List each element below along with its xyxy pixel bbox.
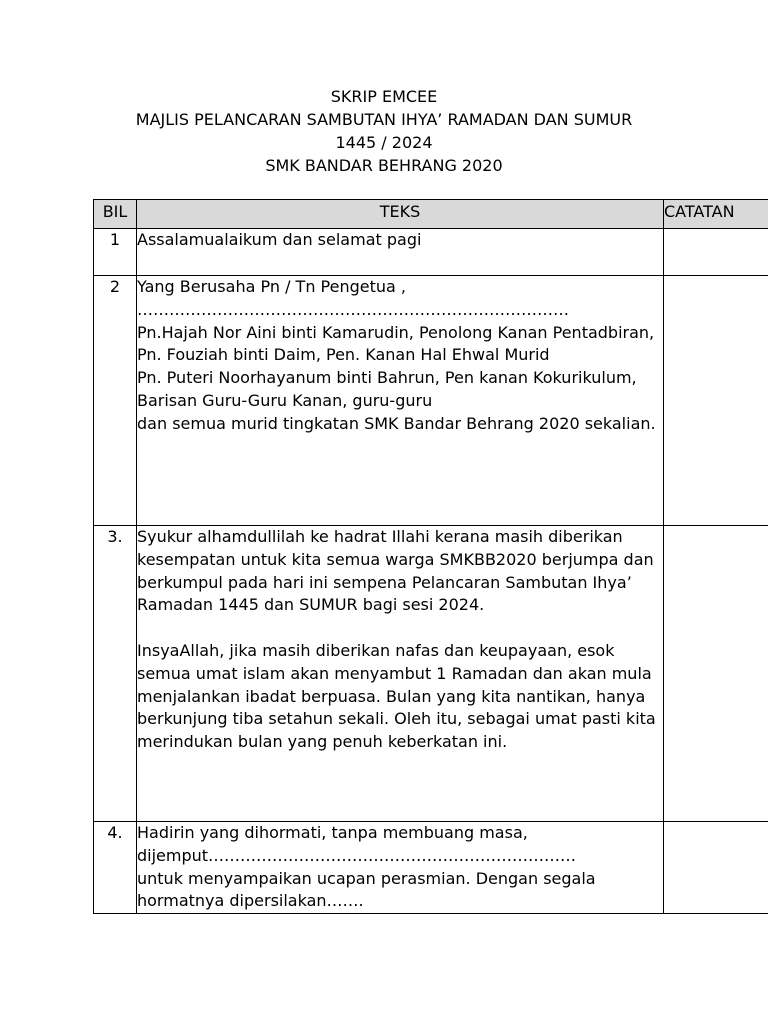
text-line: dan semua murid tingkatan SMK Bandar Behrang 2020 sekalian. (137, 413, 656, 433)
row-number: 3. (94, 526, 137, 822)
text-line: ……………………………………………………………………… (137, 299, 569, 319)
table-row (94, 229, 768, 276)
row-text (137, 276, 664, 526)
text-line: Barisan Guru-Guru Kanan, guru-guru (137, 390, 433, 410)
text-line: Assalamualaikum dan selamat pagi (137, 230, 422, 249)
text-line: Yang Berusaha Pn / Tn Pengetua , (137, 277, 406, 296)
text-paragraph: InsyaAllah, jika masih diberikan nafas dan keupayaan, esok semua umat islam akan menyambut 1 Ramadan dan akan mula menjalankan ibadat berpuasa. Bulan yang kita nantikan, hanya berkunjung tiba setahun sekali. Oleh itu, sebagai umat pasti kita merindukan bulan yang penuh keberkatan ini. (137, 640, 656, 752)
row-text (137, 526, 664, 822)
text-line: Pn. Puteri Noorhayanum binti Bahrun, Pen kanan Kokurikulum, (137, 368, 637, 388)
text-line: dijemput…………………………………………………………… (137, 845, 577, 865)
row-text (137, 822, 664, 914)
text-line: Pn. Fouziah binti Daim, Pen. Kanan Hal Ehwal Murid (137, 345, 550, 365)
heading-title: SKRIP EMCEE (330, 87, 438, 106)
heading-year: 1445 / 2024 (335, 133, 433, 152)
header-teks: TEKS (137, 200, 664, 229)
text-line: Pn.Hajah Nor Aini binti Kamarudin, Penolong Kanan Pentadbiran, (137, 322, 655, 342)
row-number: 1 (94, 229, 137, 276)
row-note (664, 822, 768, 914)
row-note (664, 229, 768, 276)
row-text (137, 229, 664, 276)
text-line: untuk menyampaikan ucapan perasmian. Dengan segala hormatnya dipersilakan……. (137, 868, 596, 911)
row-number: 2 (94, 276, 137, 526)
text-paragraph: Syukur alhamdullilah ke hadrat Illahi kerana masih diberikan kesempatan untuk kita semua warga SMKBB2020 berjumpa dan berkumpul pada hari ini sempena Pelancaran Sambutan Ihya’ Ramadan 1445 dan SUMUR bagi sesi 2024. (137, 527, 654, 615)
table-row (94, 276, 768, 526)
text-line: Hadirin yang dihormati, tanpa membuang masa, (137, 823, 528, 842)
row-note (664, 526, 768, 822)
header-bil: BIL (94, 200, 137, 229)
table-row (94, 526, 768, 822)
table-row (94, 822, 768, 914)
row-note (664, 276, 768, 526)
emcee-script-table (93, 199, 768, 914)
header-catatan: CATATAN (664, 200, 768, 229)
heading-event-name: MAJLIS PELANCARAN SAMBUTAN IHYA’ RAMADAN DAN SUMUR (135, 110, 633, 129)
heading-school-name: SMK BANDAR BEHRANG 2020 (265, 156, 503, 175)
row-number: 4. (94, 822, 137, 914)
table-header-row (94, 200, 768, 229)
document-heading (0, 85, 768, 177)
